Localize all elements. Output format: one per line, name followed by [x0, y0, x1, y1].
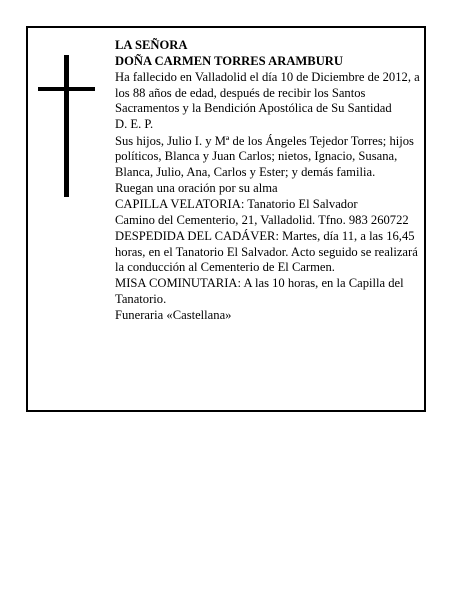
mass-info: MISA COMINUTARIA: A las 10 horas, en la Capilla del Tanatorio. [115, 276, 404, 306]
funeral-home: Funeraria «Castellana» [115, 308, 232, 323]
cross-horizontal-bar [38, 87, 95, 91]
prayer-request: Ruegan una oración por su alma [115, 180, 278, 195]
rip-line: D. E. P. [115, 117, 154, 132]
family-list: Sus hijos, Julio I. y Mª de los Ángeles Tejedor Torres; hijos políticos, Blanca y Juan Carlos; nietos, Ignacio, Susana, Blanca, Julio, Ana, Carlos y Ester; y demás familia. [115, 133, 414, 179]
cross-icon [38, 55, 95, 197]
notice-title: LA SEÑORA [115, 38, 188, 52]
chapel-address: Camino del Cementerio, 21, Valladolid. Tfno. 983 260722 [115, 213, 409, 228]
farewell-info: DESPEDIDA DEL CADÁVER: Martes, día 11, a las 16,45 horas, en el Tanatorio El Salvador. Acto seguido se realizará la conducción al Cementerio de El Carmen. [115, 229, 418, 275]
notice-content [115, 38, 420, 324]
chapel-info: CAPILLA VELATORIA: Tanatorio El Salvador [115, 196, 358, 211]
deceased-name: DOÑA CARMEN TORRES ARAMBURU [115, 54, 343, 69]
death-announcement: Ha fallecido en Valladolid el día 10 de Diciembre de 2012, a los 88 años de edad, después de recibir los Santos Sacramentos y la Bendición Apostólica de Su Santidad [115, 70, 420, 116]
obituary-notice [26, 26, 426, 412]
cross-vertical-bar [64, 55, 69, 197]
